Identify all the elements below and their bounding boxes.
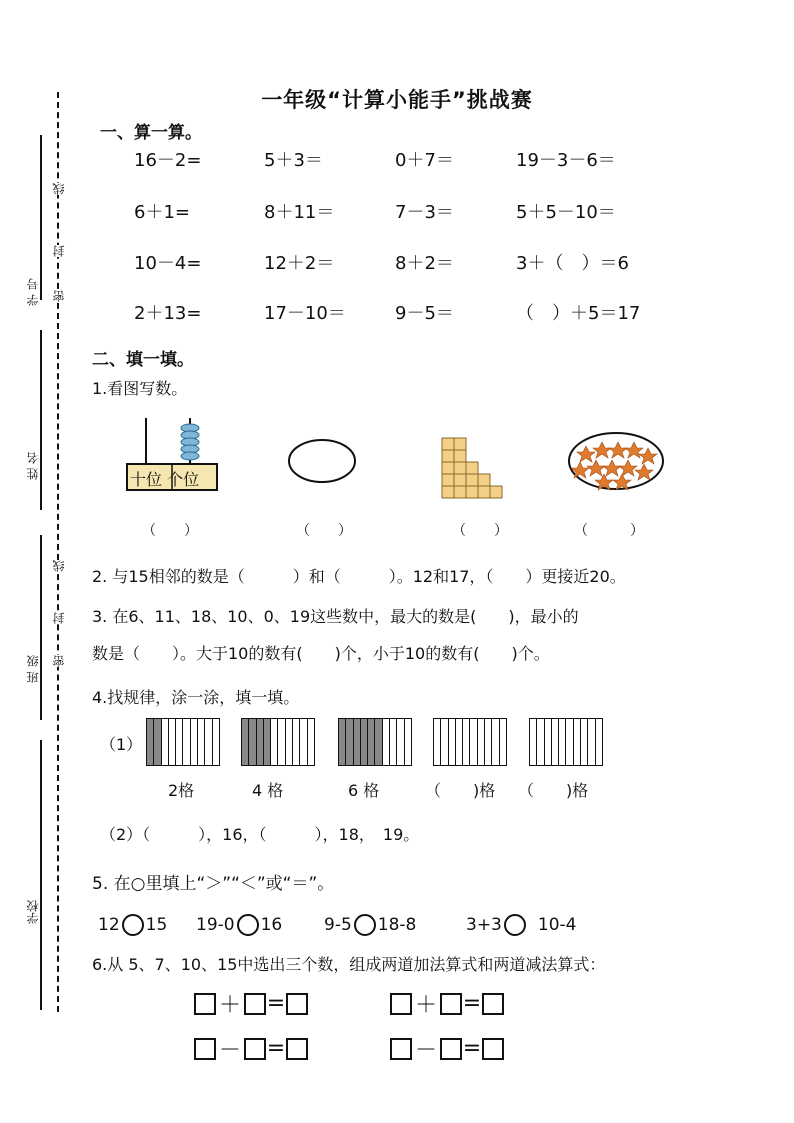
q4-caption-2: 4 格 [252,781,284,800]
grid-cell[interactable] [249,719,256,765]
grid-cell[interactable] [463,719,470,765]
grid-cell[interactable] [456,719,463,765]
grid-cell[interactable] [566,719,573,765]
grid-cell[interactable] [176,719,183,765]
minus-sign: － [218,1038,241,1063]
equation-r3c1: 10－4= [134,253,202,274]
q5-right-2: 16 [260,915,283,935]
equation-r4c1: 2＋13= [134,303,202,324]
seal-text-line: 线 [52,183,66,195]
grid-cell[interactable] [596,719,602,765]
plus-sign: ＋ [414,993,437,1018]
q4-caption-3: 6 格 [348,781,380,800]
q5-left-2: 19-0 [196,915,235,935]
equation-r4c2: 17－10＝ [264,303,346,324]
grid-cell[interactable] [449,719,456,765]
q1-answer-leaves[interactable]: （ ） [574,523,644,539]
equation-r2c2: 8＋11＝ [264,202,335,223]
grid-cell[interactable] [545,719,552,765]
equation-r2c3: 7－3＝ [395,202,454,223]
grid-cell[interactable] [286,719,293,765]
margin-label-class: 班 级 [26,655,40,683]
equals-sign: = [462,1036,482,1061]
grid-cell[interactable] [500,719,506,765]
grid-cell[interactable] [368,719,375,765]
answer-box[interactable] [482,1038,504,1060]
q5-compare-3 [324,914,416,936]
q1-answer-abacus[interactable]: （ ） [142,523,198,539]
section2-heading: 二、填一填。 [92,350,194,370]
answer-box[interactable] [244,1038,266,1060]
equation-r1c2: 5＋3＝ [264,150,323,171]
equation-r1c3: 0＋7＝ [395,150,454,171]
answer-box[interactable] [440,1038,462,1060]
seal-text-secret: 密 [52,290,66,302]
equation-r4c3: 9－5＝ [395,303,454,324]
margin-label-name: 姓 名 [26,452,40,480]
margin-label-student-number: 学 号 [26,278,40,306]
q2-text: 2. 与15相邻的数是（ ）和（ ）。12和17，（ ）更接近20。 [92,567,626,586]
equation-r3c2: 12＋2＝ [264,253,335,274]
q6-subtraction-1 [194,1033,308,1064]
grid-cell[interactable] [537,719,544,765]
seal-text-seal-2: 封 [52,612,66,624]
margin-label-school: 学校 [26,900,40,924]
seal-text-seal: 封 [52,245,66,257]
ten-frame-grid[interactable] [338,718,412,766]
equals-sign: = [462,991,482,1016]
grid-cell[interactable] [257,719,264,765]
grid-cell[interactable] [162,719,169,765]
answer-box[interactable] [482,993,504,1015]
compare-circle[interactable] [354,914,376,936]
grid-cell[interactable] [183,719,190,765]
grid-cell[interactable] [405,719,411,765]
binding-dashed-line [57,92,59,1012]
q1-label: 1.看图写数。 [92,379,188,398]
grid-cell[interactable] [354,719,361,765]
answer-box[interactable] [286,1038,308,1060]
grid-cell[interactable] [154,719,161,765]
equation-r1c4: 19－3－6＝ [516,150,616,171]
q4-caption-1: 2格 [168,781,195,800]
grid-cell[interactable] [213,719,219,765]
ten-frame-grid[interactable] [241,718,315,766]
answer-box[interactable] [390,1038,412,1060]
margin-line-student-number [40,135,42,300]
q6-label: 6.从 5、7、10、15中选出三个数，组成两道加法算式和两道减法算式： [92,955,606,974]
grid-cell[interactable] [300,719,307,765]
grid-cell[interactable] [293,719,300,765]
margin-line-school [40,740,42,1010]
seal-text-line-2: 线 [52,560,66,572]
grid-cell[interactable] [588,719,595,765]
grid-cell[interactable] [441,719,448,765]
q3-text-line2: 数是（ ）。大于10的数有( )个，小于10的数有( )个。 [92,644,550,663]
q5-right-4: 10-4 [537,915,577,935]
margin-line-class [40,535,42,720]
grid-cell[interactable] [581,719,588,765]
equation-r2c4: 5＋5－10＝ [516,202,616,223]
q5-left-1: 12 [98,915,120,935]
q5-left-4: 3+3 [466,915,502,935]
grid-cell[interactable] [397,719,404,765]
compare-circle[interactable] [122,914,144,936]
grid-cell[interactable] [242,719,249,765]
q6-subtraction-2 [390,1033,504,1064]
equals-sign: = [266,1036,286,1061]
ten-frame-grid[interactable] [529,718,603,766]
grid-cell[interactable] [308,719,314,765]
grid-cell[interactable] [264,719,271,765]
q5-right-3: 18-8 [377,915,417,935]
q5-compare-4 [466,914,576,936]
grid-cell[interactable] [434,719,441,765]
ten-frame-grid[interactable] [433,718,507,766]
margin-line-name [40,330,42,510]
answer-box[interactable] [244,993,266,1015]
equation-r4c4: （ ）＋5＝17 [516,303,641,324]
q5-compare-2 [196,914,282,936]
q3-text-line1: 3. 在6、11、18、10、0、19这些数中，最大的数是( )，最小的 [92,607,579,626]
grid-cell[interactable] [198,719,205,765]
plus-sign: ＋ [218,993,241,1018]
minus-sign: － [414,1038,437,1063]
grid-cell[interactable] [552,719,559,765]
q5-compare-1 [98,914,167,936]
grid-cell[interactable] [169,719,176,765]
q1-answer-oval[interactable]: （ ） [296,523,352,539]
grid-cell[interactable] [559,719,566,765]
section1-heading: 一、算一算。 [100,123,202,143]
equals-sign: = [266,991,286,1016]
ten-frame-grid[interactable] [146,718,220,766]
grid-cell[interactable] [530,719,537,765]
answer-box[interactable] [194,993,216,1015]
seal-text-secret-2: 密 [52,655,66,667]
compare-circle[interactable] [237,914,259,936]
grid-cell[interactable] [346,719,353,765]
q5-right-1: 15 [145,915,168,935]
equation-r3c4: 3＋（ ）＝6 [516,253,629,274]
abacus-place-labels: 十位 个位 [130,470,200,489]
answer-box[interactable] [440,993,462,1015]
grid-cell[interactable] [485,719,492,765]
answer-box[interactable] [390,993,412,1015]
grid-cell[interactable] [278,719,285,765]
grid-cell[interactable] [383,719,390,765]
grid-cell[interactable] [271,719,278,765]
page-title: 一年级“计算小能手”挑战赛 [261,88,533,112]
q6-addition-2 [390,988,504,1019]
q6-addition-1 [194,988,308,1019]
q4-part1-label: （1） [100,735,143,754]
grid-cell[interactable] [492,719,499,765]
q5-left-3: 9-5 [324,915,352,935]
grid-cell[interactable] [574,719,581,765]
grid-cell[interactable] [375,719,382,765]
grid-cell[interactable] [147,719,154,765]
grid-cell[interactable] [478,719,485,765]
grid-cell[interactable] [470,719,477,765]
q5-label: 5. 在○里填上“＞”“＜”或“＝”。 [92,874,335,894]
grid-cell[interactable] [191,719,198,765]
answer-box[interactable] [194,1038,216,1060]
q4-label: 4.找规律，涂一涂，填一填。 [92,688,300,707]
equation-r1c1: 16－2= [134,150,202,171]
q4-part2-sequence[interactable]: （2）（ ），16，（ ），18， 19。 [100,825,420,844]
grid-cell[interactable] [205,719,212,765]
grid-cell[interactable] [390,719,397,765]
q4-caption-4[interactable]: （ )格 [425,781,496,800]
q1-answer-cubes[interactable]: （ ） [452,523,508,539]
answer-box[interactable] [286,993,308,1015]
grid-cell[interactable] [361,719,368,765]
equation-r2c1: 6＋1= [134,202,190,223]
q4-caption-5[interactable]: （ )格 [518,781,589,800]
compare-circle[interactable] [504,914,526,936]
equation-r3c3: 8＋2＝ [395,253,454,274]
grid-cell[interactable] [339,719,346,765]
